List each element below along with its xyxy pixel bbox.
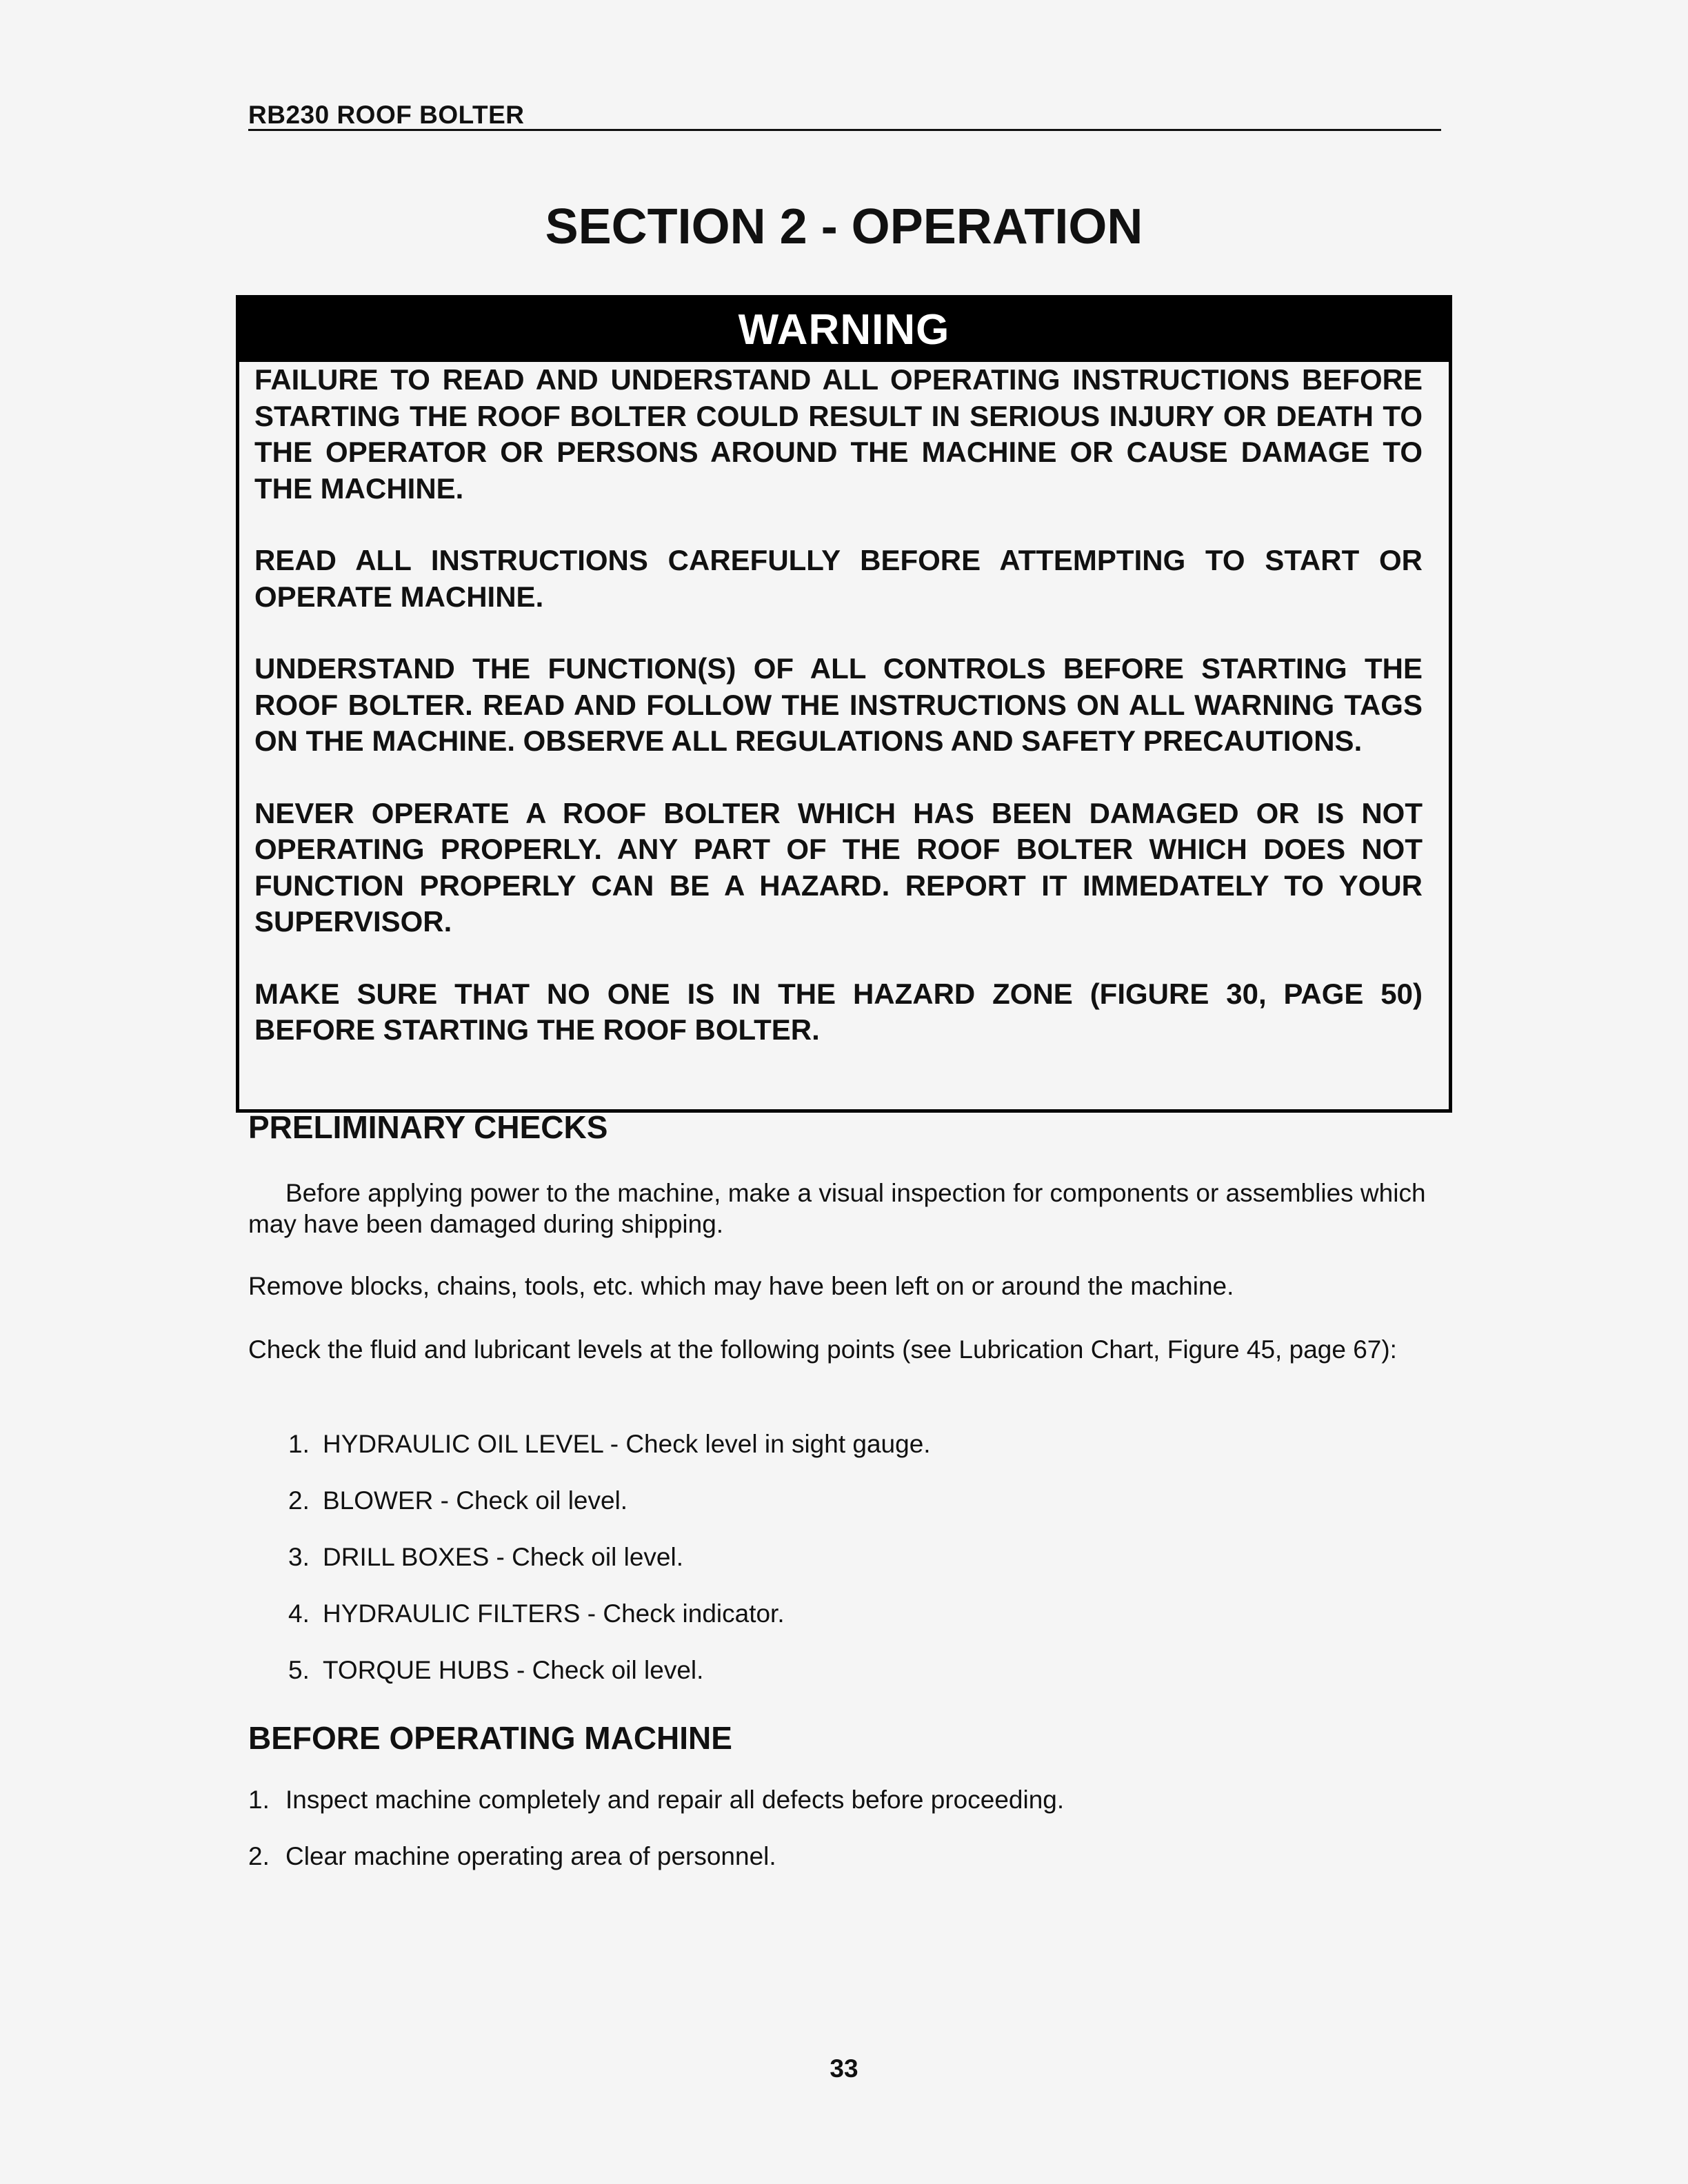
before-operating-heading: BEFORE OPERATING MACHINE [248, 1720, 732, 1756]
warning-banner: WARNING [239, 299, 1449, 362]
warning-paragraph: MAKE SURE THAT NO ONE IS IN THE HAZARD ZONE (FIGURE 30, PAGE 50) BEFORE STARTING THE ROOF BOLTER. [254, 977, 1423, 1046]
warning-paragraph: FAILURE TO READ AND UNDERSTAND ALL OPERATING INSTRUCTIONS BEFORE STARTING THE ROOF BOLTER COULD RESULT IN SERIOUS INJURY OR DEATH TO THE OPERATOR OR PERSONS AROUND THE MACHINE OR CAUSE DAMAGE TO THE MACHINE. [254, 363, 1423, 505]
warning-body [239, 362, 1449, 1049]
header-rule [248, 129, 1441, 131]
list-text: BLOWER - Check oil level. [323, 1486, 628, 1515]
list-number: 1. [248, 1786, 270, 1814]
list-item [248, 1841, 1064, 1897]
list-item [248, 1784, 1064, 1841]
list-text: HYDRAULIC FILTERS - Check indicator. [323, 1599, 785, 1628]
list-number: 3. [288, 1543, 310, 1571]
fluid-check-list [288, 1428, 931, 1711]
list-text: TORQUE HUBS - Check oil level. [323, 1656, 704, 1684]
list-number: 2. [248, 1842, 270, 1870]
running-header: RB230 ROOF BOLTER [248, 101, 525, 129]
list-number: 4. [288, 1599, 310, 1628]
list-item [288, 1485, 931, 1541]
body-paragraph: Remove blocks, chains, tools, etc. which may have been left on or around the machine. [248, 1272, 1234, 1300]
list-text: Clear machine operating area of personnel. [285, 1842, 776, 1870]
body-paragraph: Check the fluid and lubricant levels at the following points (see Lubrication Chart, Figure 45, page 67): [248, 1335, 1397, 1364]
list-text: HYDRAULIC OIL LEVEL - Check level in sight gauge. [323, 1430, 931, 1458]
warning-paragraph: UNDERSTAND THE FUNCTION(S) OF ALL CONTROLS BEFORE STARTING THE ROOF BOLTER. READ AND FOLLOW THE INSTRUCTIONS ON ALL WARNING TAGS ON THE MACHINE. OBSERVE ALL REGULATIONS AND SAFETY PRECAUTIONS. [254, 652, 1423, 757]
list-item [288, 1541, 931, 1598]
list-text: Inspect machine completely and repair all defects before proceeding. [285, 1786, 1065, 1814]
list-item [288, 1598, 931, 1655]
warning-box [236, 295, 1452, 1113]
preliminary-checks-heading: PRELIMINARY CHECKS [248, 1109, 608, 1145]
before-operating-list [248, 1784, 1064, 1897]
list-number: 1. [288, 1430, 310, 1458]
body-paragraph: Before applying power to the machine, make a visual inspection for components or assemblies which may have been damaged during shipping. [248, 1179, 1426, 1238]
section-title: SECTION 2 - OPERATION [545, 199, 1143, 254]
warning-paragraph: NEVER OPERATE A ROOF BOLTER WHICH HAS BEEN DAMAGED OR IS NOT OPERATING PROPERLY. ANY PART OF THE ROOF BOLTER WHICH DOES NOT FUNCTION PROPERLY CAN BE A HAZARD. REPORT IT IMMEDATELY TO YOUR SUPERVISOR. [254, 796, 1423, 938]
list-number: 5. [288, 1656, 310, 1684]
warning-paragraph: READ ALL INSTRUCTIONS CAREFULLY BEFORE ATTEMPTING TO START OR OPERATE MACHINE. [254, 544, 1423, 613]
list-item [288, 1655, 931, 1711]
list-number: 2. [288, 1486, 310, 1515]
list-text: DRILL BOXES - Check oil level. [323, 1543, 683, 1571]
list-item [288, 1428, 931, 1485]
page-number: 33 [830, 2054, 858, 2083]
